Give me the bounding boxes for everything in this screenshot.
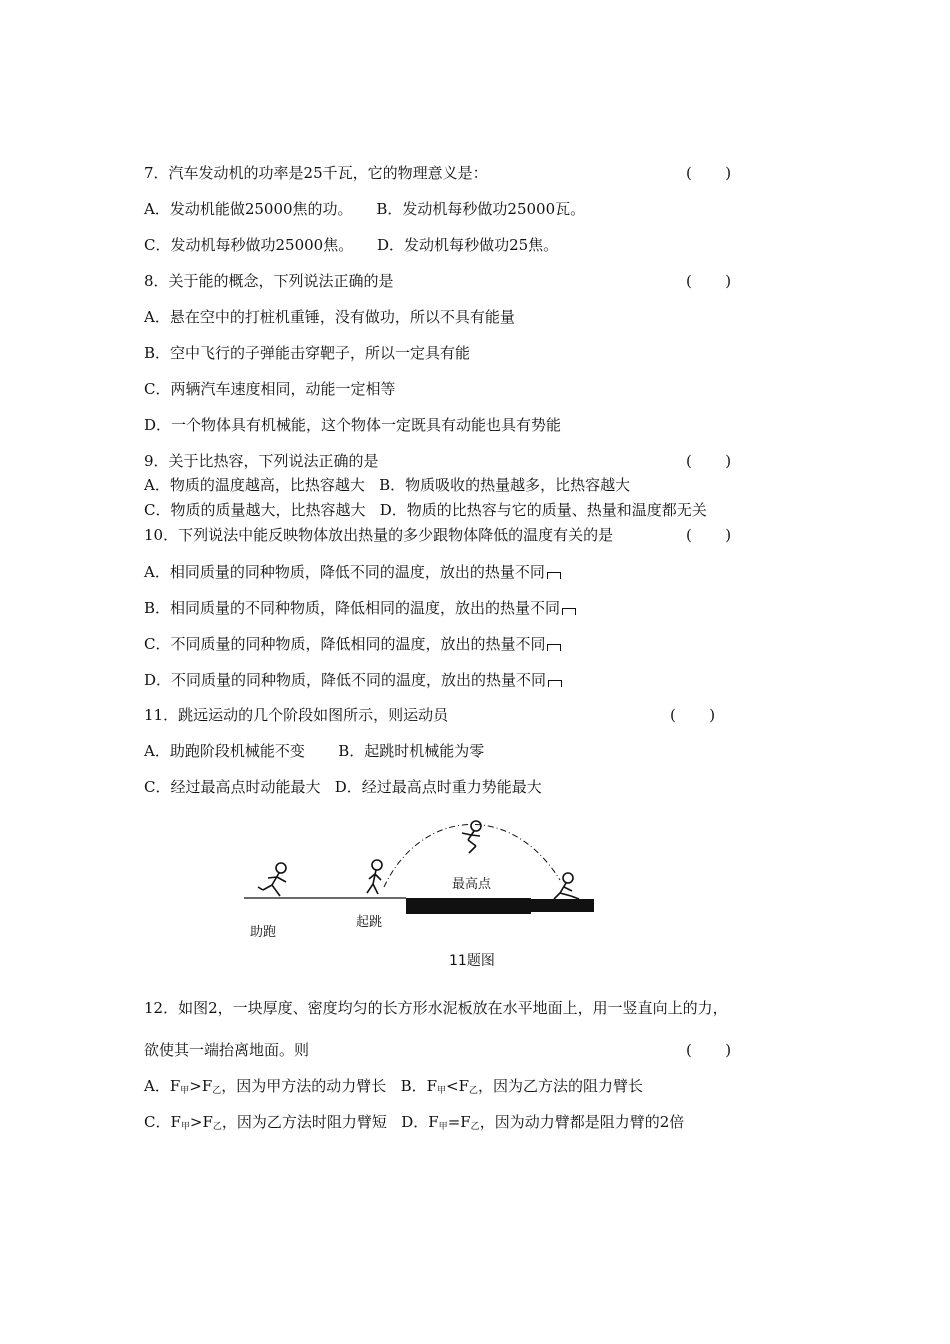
q8-option-d: D．一个物体具有机械能，这个物体一定既具有动能也具有势能 <box>144 416 562 434</box>
q12-d-sub2: 乙 <box>470 1122 480 1132</box>
q12-c-sub1: 甲 <box>180 1122 190 1132</box>
q7-options-ab: A．发动机能做25000焦的功。 B．发动机每秒做功25000瓦。 <box>144 200 586 218</box>
q12-a-prefix: A．F <box>144 1077 181 1095</box>
q12-b-sub2: 乙 <box>469 1086 479 1096</box>
figure-caption: 11题图 <box>449 953 495 969</box>
label-takeoff: 起跳 <box>356 915 383 930</box>
runner-figure <box>258 863 286 896</box>
q9-stem: 9．关于比热容，下列说法正确的是 <box>144 452 379 470</box>
q12-d-mid: =F <box>447 1113 471 1131</box>
q12-answer-paren: ( ) <box>686 1041 732 1059</box>
q8-answer-paren: ( ) <box>686 272 732 290</box>
q12-d-prefix: D．F <box>401 1113 439 1131</box>
landing-figure <box>554 873 579 899</box>
q11-stem: 11．跳远运动的几个阶段如图所示，则运动员 <box>144 706 449 724</box>
q9-options-ab: A．物质的温度越高，比热容越大 B．物质吸收的热量越多，比热容越大 <box>144 476 631 494</box>
q12-a-text: ，因为甲方法的动力臂长 <box>221 1077 387 1095</box>
q12-c-mid: >F <box>189 1113 213 1131</box>
q12-stem: 12．如图2，一块厚度、密度均匀的长方形水泥板放在水平地面上，用一竖直向上的力， <box>144 999 728 1017</box>
q7-answer-paren: ( ) <box>686 164 732 182</box>
q12-options-cd <box>144 1112 684 1137</box>
q12-options-ab <box>144 1076 643 1101</box>
q11-answer-paren: ( ) <box>670 706 716 724</box>
q10-option-a-text: A．相同质量的同种物质，降低不同的温度，放出的热量不同 <box>144 563 545 581</box>
q8-stem: 8．关于能的概念，下列说法正确的是 <box>144 272 394 290</box>
q7-stem: 7．汽车发动机的功率是25千瓦，它的物理意义是： <box>144 164 488 182</box>
q12-stem-cont: 欲使其一端抬离地面。则 <box>144 1041 310 1059</box>
q7-options-cd: C．发动机每秒做功25000焦。 D．发动机每秒做功25焦。 <box>144 236 559 254</box>
q12-b-sub1: 甲 <box>437 1086 447 1096</box>
q8-option-a: A．悬在空中的打桩机重锤，没有做功，所以不具有能量 <box>144 308 515 326</box>
label-highest-point: 最高点 <box>452 877 492 892</box>
q10-answer-paren: ( ) <box>686 526 732 544</box>
q12-a-sub1: 甲 <box>180 1086 190 1096</box>
q12-c-sub2: 乙 <box>212 1122 222 1132</box>
landing-pit-end <box>531 899 594 912</box>
takeoff-figure <box>367 860 382 894</box>
q12-d-text: ，因为动力臂都是阻力臂的2倍 <box>479 1113 685 1131</box>
q12-c-prefix: C．F <box>144 1113 181 1131</box>
q10-option-b-text: B．相同质量的不同种物质，降低相同的温度，放出的热量不同 <box>144 599 561 617</box>
q8-option-c: C．两辆汽车速度相同，动能一定相等 <box>144 380 396 398</box>
q8-option-b: B．空中飞行的子弹能击穿靶子，所以一定具有能 <box>144 344 471 362</box>
q11-options-ab: A．助跑阶段机械能不变 B．起跳时机械能为零 <box>144 742 485 760</box>
q9-options-cd: C．物质的质量越大，比热容越大 D．物质的比热容与它的质量、热量和温度都无关 <box>144 501 707 519</box>
q10-option-c-text: C．不同质量的同种物质，降低相同的温度，放出的热量不同 <box>144 635 546 653</box>
q10-option-d-text: D．不同质量的同种物质，降低不同的温度，放出的热量不同 <box>144 671 547 689</box>
q12-b-text: ，因为乙方法的阻力臂长 <box>478 1077 644 1095</box>
q9-answer-paren: ( ) <box>686 452 732 470</box>
q12-c-text: ，因为乙方法时阻力臂短 <box>221 1113 387 1131</box>
q10-stem: 10．下列说法中能反映物体放出热量的多少跟物体降低的温度有关的是 <box>144 526 614 544</box>
highest-point-figure <box>462 821 481 853</box>
q12-a-sub2: 乙 <box>212 1086 222 1096</box>
q12-a-mid: >F <box>189 1077 213 1095</box>
label-run-up: 助跑 <box>250 925 277 940</box>
q12-b-mid: <F <box>446 1077 470 1095</box>
q11-options-cd: C．经过最高点时动能最大 D．经过最高点时重力势能最大 <box>144 778 542 796</box>
landing-pit <box>406 898 531 914</box>
q12-d-sub1: 甲 <box>438 1122 448 1132</box>
q12-b-prefix: B．F <box>400 1077 438 1095</box>
